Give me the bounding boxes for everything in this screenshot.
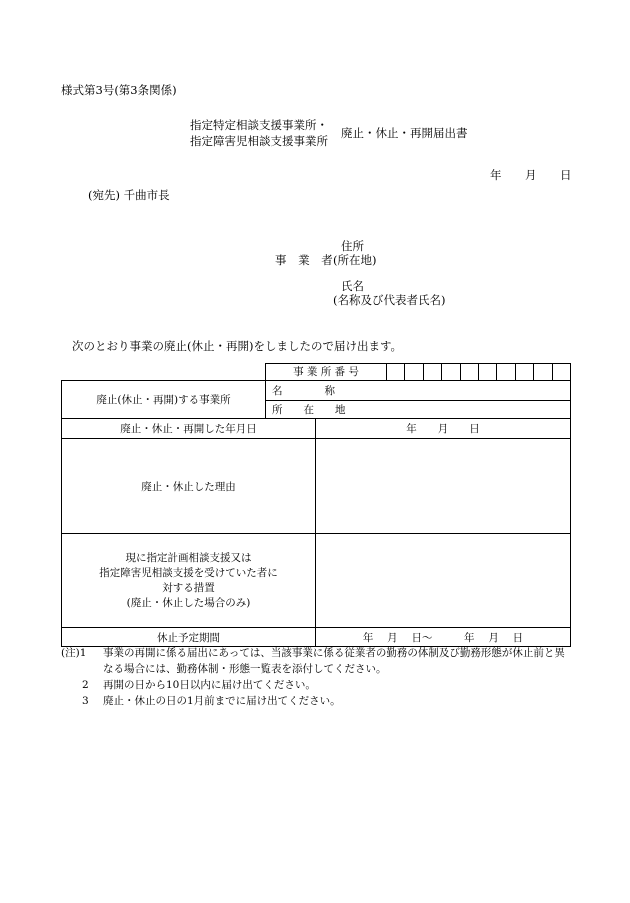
note-label: (注)1: [61, 647, 87, 659]
note-item: [61, 645, 573, 677]
header-date-year: 年: [490, 168, 502, 182]
notes: [61, 645, 573, 709]
date-row-label: 廃止・休止・再開した年月日: [62, 419, 316, 439]
blank-cell: [62, 364, 266, 381]
name-label: 氏名: [341, 279, 364, 293]
note-item: [61, 677, 573, 693]
period-value[interactable]: 年 月 日〜 年 月 日: [316, 628, 571, 647]
business-number-row: [266, 364, 571, 381]
note-item: [61, 693, 573, 709]
intro-text: 次のとおり事業の廃止(休止・再開)をしましたので届け出ます。: [72, 339, 403, 353]
note-label: 2: [61, 679, 89, 691]
note-text: 再開の日から10日以内に届け出てください。: [103, 679, 316, 691]
notification-table: [61, 363, 571, 647]
measures-label: [62, 534, 316, 628]
office-name-cell[interactable]: [266, 381, 571, 401]
date-row-value[interactable]: 年 月 日: [316, 419, 571, 439]
note-text: 事業の再開に係る届出にあっては、当該事業に係る従業者の勤務の体制及び勤務形態が休止前と異なる場合には、勤務体制・形態一覧表を添付してください。: [103, 647, 565, 675]
note-text: 廃止・休止の日の1月前までに届け出てください。: [103, 695, 341, 707]
business-number-label: 事 業 所 番 号: [266, 364, 387, 380]
header-date-month: 月: [525, 168, 537, 182]
title-suffix: 廃止・休止・再開届出書: [341, 126, 468, 140]
measures-input[interactable]: [316, 534, 571, 628]
office-location-label: 所 在 地: [272, 404, 346, 416]
header-date-day: 日: [560, 168, 572, 182]
measures-line-1: 現に指定計画相談支援又は: [125, 551, 252, 564]
form-number: 様式第3号(第3条関係): [61, 83, 177, 97]
measures-line-4: (廃止・休止した場合のみ): [126, 596, 251, 609]
reason-label: 廃止・休止した理由: [62, 439, 316, 534]
address-paren: (所在地): [333, 253, 377, 267]
name-paren: (名称及び代表者氏名): [333, 293, 446, 307]
address-label: 住所: [341, 239, 364, 253]
reason-input[interactable]: [316, 439, 571, 534]
title-line-2: 指定障害児相談支援事業所: [190, 134, 328, 148]
note-label: 3: [61, 695, 89, 707]
measures-line-2: 指定障害児相談支援を受けていた者に: [99, 566, 278, 579]
addressee: (宛先) 千曲市長: [88, 188, 170, 202]
title-line-1: 指定特定相談支援事業所・: [190, 118, 328, 132]
business-number-digits[interactable]: [387, 364, 570, 380]
period-label: 休止予定期間: [62, 628, 316, 647]
business-operator-label: 事 業 者: [275, 253, 337, 267]
office-location-cell[interactable]: [266, 401, 571, 419]
office-label: 廃止(休止・再開)する事業所: [62, 381, 266, 419]
measures-line-3: 対する措置: [162, 581, 215, 594]
office-name-label: 名 称: [272, 385, 335, 397]
